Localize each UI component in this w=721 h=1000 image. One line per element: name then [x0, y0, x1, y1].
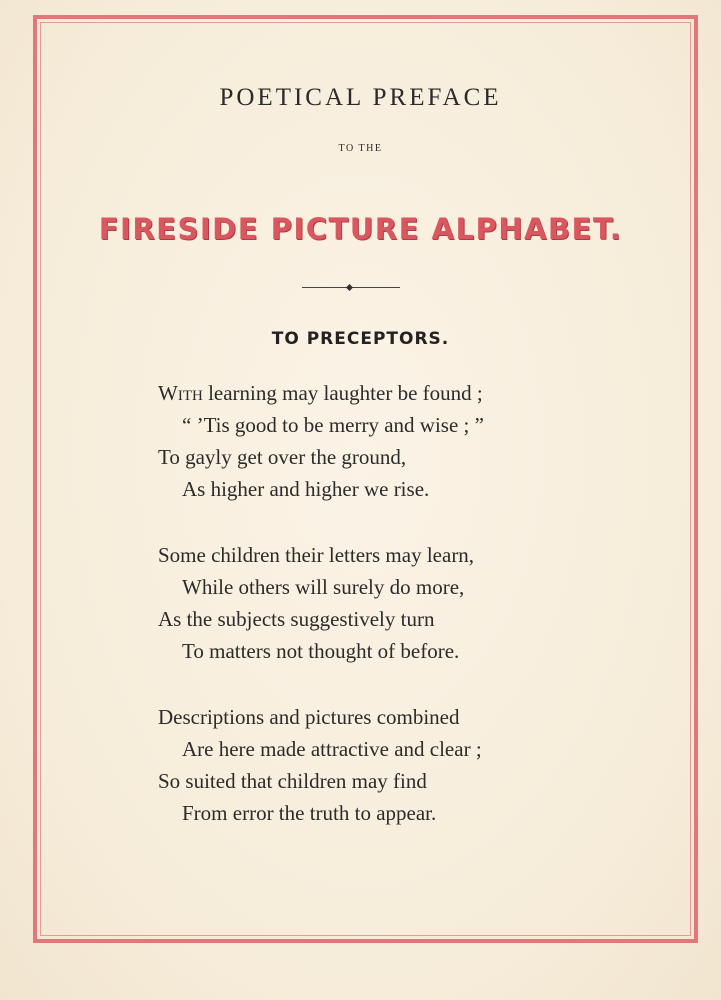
poem [158, 377, 628, 863]
poem-line: From error the truth to appear. [182, 801, 437, 825]
divider-ornament [302, 286, 400, 290]
poem-line: So suited that children may find [158, 769, 427, 793]
subtitle-to-the: TO THE [338, 143, 383, 154]
page-title: POETICAL PREFACE [219, 84, 502, 111]
poem-line: Descriptions and pictures combined [158, 705, 460, 729]
diamond-icon [346, 284, 353, 291]
poem-first-word: With [158, 381, 203, 405]
poem-line: As the subjects suggestively turn [158, 607, 435, 631]
poem-line: As higher and higher we rise. [182, 477, 430, 501]
poem-line: To gayly get over the ground, [158, 445, 407, 469]
section-title: TO PRECEPTORS. [271, 329, 450, 349]
poem-line: With learning may laughter be found ; [158, 381, 483, 405]
stanza-1 [158, 377, 628, 505]
poem-line: Some children their letters may learn, [158, 543, 475, 567]
book-title: FIRESIDE PICTURE ALPHABET. [98, 212, 623, 246]
poem-line: To matters not thought of before. [182, 639, 460, 663]
stanza-3 [158, 701, 628, 829]
stanza-2 [158, 539, 628, 667]
poem-line: Are here made attractive and clear ; [182, 737, 482, 761]
poem-line: “ ’Tis good to be merry and wise ; ” [182, 413, 484, 437]
poem-line: While others will surely do more, [182, 575, 465, 599]
